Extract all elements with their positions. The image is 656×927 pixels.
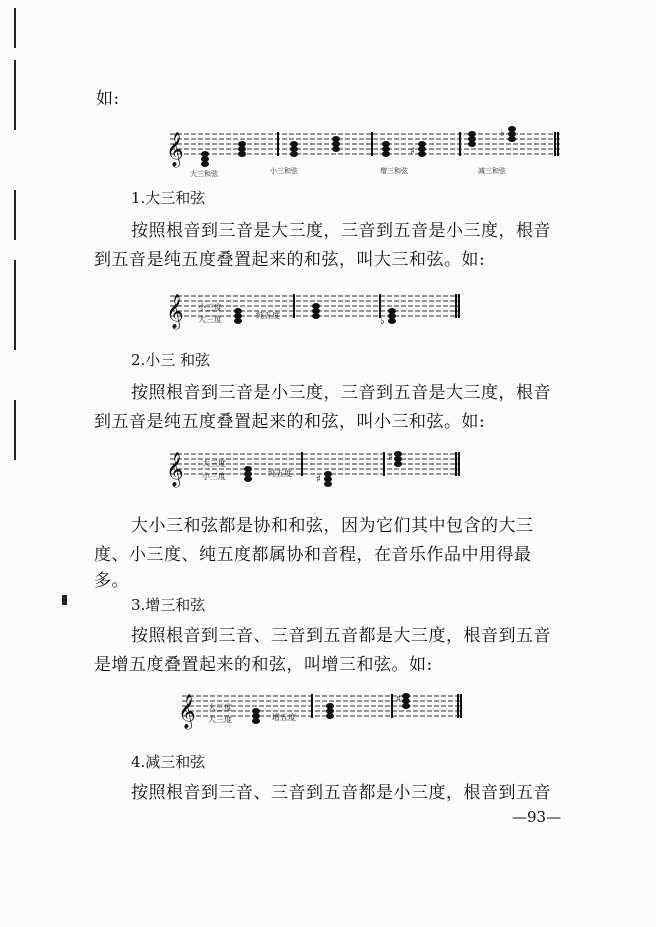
interval-label: 大三度 bbox=[198, 315, 222, 324]
section-heading-diminished: 4.减三和弦 bbox=[131, 753, 206, 771]
chord-caption-augmented: 增三和弦 bbox=[380, 167, 408, 175]
interval-label: 大三度 bbox=[208, 703, 232, 712]
treble-clef-icon: 𝄞 bbox=[178, 694, 196, 729]
interval-label: 小三度 bbox=[202, 472, 226, 481]
margin-mark bbox=[14, 260, 16, 350]
sec4-line-1: 按照根音到三音、三音到五音都是小三度，根音到五音 bbox=[131, 783, 551, 803]
flat-icon: ♭ bbox=[500, 128, 505, 139]
sec3-line-2: 是增五度叠置起来的和弦，叫增三和弦。如: bbox=[94, 655, 433, 675]
sharp-icon: ♯ bbox=[396, 694, 401, 705]
section-heading-augmented: 3.增三和弦 bbox=[131, 596, 206, 614]
sharp-icon: ♯ bbox=[388, 452, 393, 463]
interval-label: 大三度 bbox=[208, 715, 232, 724]
margin-mark bbox=[14, 60, 16, 130]
chord-caption-diminished: 减三和弦 bbox=[478, 167, 506, 175]
sec1-line-2: 到五音是纯五度叠置起来的和弦，叫大三和弦。如: bbox=[94, 250, 486, 270]
para-line-3: 多。 bbox=[94, 571, 129, 591]
treble-clef-icon: 𝄞 bbox=[166, 132, 184, 167]
interval-label: 大三度 bbox=[202, 459, 226, 468]
section-heading-minor: 2.小三 和弦 bbox=[131, 351, 211, 369]
chord-caption-major: 大三和弦 bbox=[190, 170, 218, 178]
chord-caption-minor: 小三和弦 bbox=[270, 167, 298, 175]
staff-example-minor bbox=[160, 446, 470, 490]
treble-clef-icon: 𝄞 bbox=[166, 452, 184, 487]
para-line-2: 度、小三度、纯五度都属协和音程，在音乐作品中用得最 bbox=[94, 545, 532, 565]
staff-example-major bbox=[160, 288, 470, 330]
sec2-line-2: 到五音是纯五度叠置起来的和弦，叫小三和弦。如: bbox=[94, 412, 486, 432]
interval-label: 小三度 bbox=[198, 303, 222, 312]
intro-text: 如: bbox=[96, 89, 120, 109]
sec1-line-1: 按照根音到三音是大三度，三音到五音是小三度，根音 bbox=[131, 221, 551, 241]
margin-mark bbox=[14, 190, 16, 240]
staff-example-1 bbox=[160, 126, 570, 178]
sec2-line-1: 按照根音到三音是小三度，三音到五音是大三度，根音 bbox=[131, 383, 551, 403]
section-heading-major: 1.大三和弦 bbox=[131, 189, 206, 207]
flat-icon: ♭ bbox=[380, 316, 385, 327]
sharp-icon: ♯ bbox=[410, 146, 415, 157]
para-line-1: 大小三和弦都是协和和弦，因为它们其中包含的大三 bbox=[131, 516, 534, 536]
staff-example-augmented bbox=[172, 688, 472, 730]
interval-label: 纯五度 bbox=[256, 311, 280, 320]
sharp-icon: ♯ bbox=[316, 474, 321, 485]
margin-mark bbox=[14, 8, 16, 48]
sec3-line-1: 按照根音到三音、三音到五音都是大三度，根音到五音 bbox=[131, 626, 551, 646]
margin-mark bbox=[14, 400, 16, 460]
interval-label: 纯五度 bbox=[268, 469, 292, 478]
margin-mark bbox=[62, 595, 67, 605]
interval-label: 增五度 bbox=[272, 713, 296, 722]
treble-clef-icon: 𝄞 bbox=[166, 294, 184, 329]
page-number: —93— bbox=[512, 808, 562, 826]
